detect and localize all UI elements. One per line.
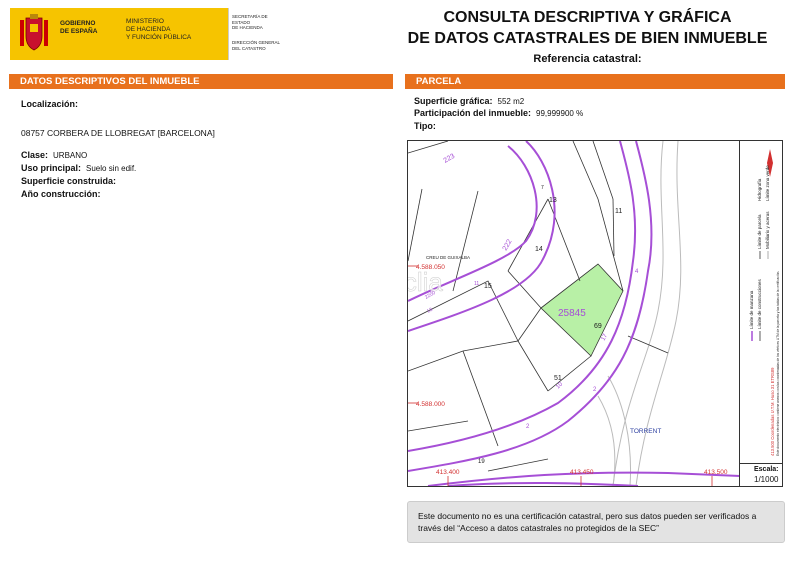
map-legend [739,141,781,463]
localizacion-value: 08757 CORBERA DE LLOBREGAT [BARCELONA] [21,128,215,138]
map-number: 14 [535,246,543,253]
superficie-grafica-row: Superficie gráfica: 552 m2 [414,96,525,106]
legend-line: Límite de parcela [757,214,762,249]
map-number: 13 [426,306,434,315]
direccion-general-text: DIRECCIÓN GENERAL DEL CATASTRO [232,40,281,51]
cadastral-map[interactable] [407,140,783,487]
legend-line: Límite zona verde [765,165,770,201]
page-title-line2: DE DATOS CATASTRALES DE BIEN INMUEBLE [407,30,768,47]
coord-y2: 4.588.000 [416,401,445,408]
scale-box [739,463,782,486]
government-logo [10,8,286,60]
map-number: 69 [594,323,602,330]
section-bar-parcela: PARCELA [405,74,785,89]
referencia-catastral-label: Referencia catastral: [533,53,642,65]
verification-notice: Este documento no es una certificación catastral, pero sus datos pueden ser verificados a través del “Acceso a datos catastrales no protegidos de la SEC” [407,501,785,543]
clase-value: URBANO [53,151,88,160]
legend-line: Límite de construcciones [757,279,762,329]
participacion-value: 99,999900 % [536,109,584,118]
coord-y1: 4.588.050 [416,264,445,271]
legend-footer-coords: 413.500 Coordenadas U.T.M. Huso 31 ETRS89 [770,367,775,456]
scale-value: 1/1000 [754,475,779,484]
legend-canvas [740,141,781,463]
scale-label: Escala: [754,466,779,473]
map-number: 4 [635,269,639,275]
localizacion-label: Localización: [21,99,79,109]
secretaria-text: SECRETARÍA DE ESTADO DE HACIENDA [232,14,268,30]
tipo-label: Tipo: [414,121,436,131]
map-number: 222 [501,238,514,252]
map-number: 7 [541,185,544,191]
map-number: 223 [442,152,457,165]
map-canvas [408,141,740,486]
parcel-code: 25845 [558,308,586,319]
section-bar-descriptivos: DATOS DESCRIPTIVOS DEL INMUEBLE [9,74,393,89]
coord-x2: 413.450 [570,469,594,476]
map-number: 2 [526,424,530,430]
uso-row: Uso principal: Suelo sin edif. [21,163,137,173]
coord-x1: 413.400 [436,469,460,476]
street-label: CREU DE GUIXALBA [426,255,471,260]
map-number: 2200 [424,289,437,301]
map-number: 11 [615,208,623,215]
map-number: 17 [600,333,610,342]
map-number: 11 [474,281,480,287]
anyo-construccion-label: Año construcción: [21,189,101,199]
map-number: 51 [554,375,562,382]
superficie-grafica-value: 552 m2 [497,97,525,106]
map-number: 19 [478,459,485,465]
page-title-line1: CONSULTA DESCRIPTIVA Y GRÁFICA [443,9,732,26]
coat-of-arms-icon [18,14,50,54]
legend-line: Hidrografía [757,178,762,201]
clase-row: Clase: URBANO [21,150,88,160]
torrent-label: TORRENT [630,428,662,435]
uso-value: Suelo sin edif. [86,164,137,173]
map-number: 10 [555,381,565,391]
coord-x3: 413.500 [704,469,728,476]
ministry-text: MINISTERIO DE HACIENDA Y FUNCIÓN PÚBLICA [126,18,192,41]
map-number: 2 [593,387,597,393]
gov-text: GOBIERNO DE ESPAÑA [60,20,98,35]
legend-footer-note: Este documento electrónico contiene anexos con las coordenadas de los vértices UTM de la parcela y las tablas de la certificación. [776,270,780,456]
superficie-construida-label: Superficie construida: [21,176,117,186]
participacion-row: Participación del inmueble: 99,999900 % [414,108,584,118]
watermark: clia [408,267,443,297]
legend-line: Mobiliario y aceras [765,211,770,249]
map-number: 15 [484,283,492,290]
map-number: 13 [549,197,557,204]
legend-line: Límite de manzana [749,290,754,329]
